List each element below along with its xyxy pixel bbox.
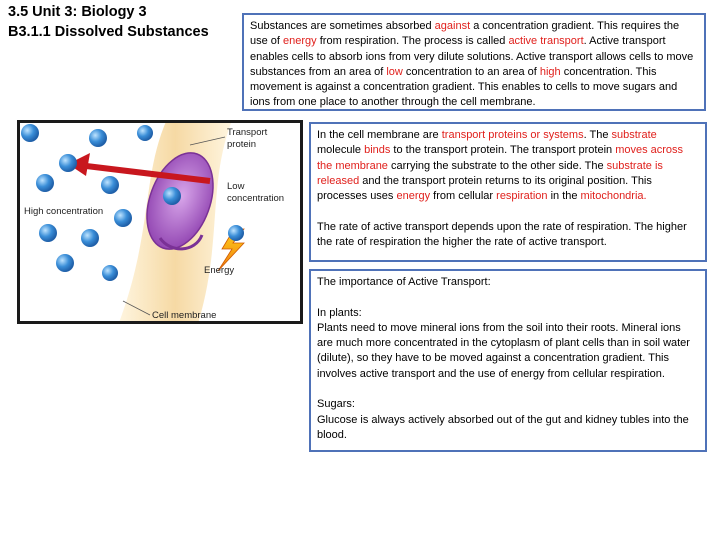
particle: [228, 225, 244, 241]
highlighted-term: low: [386, 65, 403, 78]
importance-text-box: [309, 269, 707, 452]
sugars-text: Glucose is always actively absorbed out of the gut and kidney tubles into the blood.: [317, 413, 689, 441]
intro-text-box: [242, 13, 706, 111]
label-transport-protein: Transport: [227, 127, 268, 138]
highlighted-term: respiration: [496, 190, 548, 203]
plants-text: Plants need to move mineral ions from the soil into their roots. Mineral ions are much more concentrated in the cytoplasm of plant cells than in soil water (dilute), so they have to be moved against a concentration gradient. This involves active transport and the use of energy from cellular respiration.: [317, 321, 690, 380]
text-run: carrying the substrate to the other side. The: [387, 159, 607, 172]
label-high-concentration: High concentration: [24, 206, 104, 217]
text-run: and the transport protein returns to its original position. This processes uses: [317, 174, 652, 203]
rate-paragraph: The rate of active transport depends upon the rate of respiration. The higher the rate of respiration the higher the rate of active transport.: [317, 220, 687, 249]
text-run: concentration. This movement is against a concentration gradient. This enables to cells to move sugars and ions from one place to another through the cell membrane.: [250, 65, 678, 109]
text-run: Substances are sometimes absorbed: [250, 20, 435, 32]
particle: [36, 174, 54, 192]
particle: [102, 265, 118, 281]
text-run: to the transport protein. The transport protein: [390, 144, 616, 157]
particle: [59, 154, 77, 172]
page-title: [8, 2, 238, 42]
highlighted-term: binds: [364, 144, 391, 157]
highlighted-term: mitochondria.: [580, 190, 647, 203]
highlighted-term: energy: [283, 35, 317, 48]
particle: [89, 129, 107, 147]
label-low-concentration-2: concentration: [227, 193, 285, 204]
particle: [56, 254, 74, 272]
label-energy: Energy: [204, 265, 235, 276]
particle: [137, 125, 153, 141]
text-run: from cellular: [430, 190, 497, 203]
particle: [101, 176, 119, 194]
mechanism-text-box: [309, 122, 707, 262]
highlighted-term: moves across the membrane: [317, 144, 684, 172]
sugars-heading: Sugars:: [317, 398, 355, 411]
text-run: . Active transport enables cells to absorb ions from very dilute solutions. Active transport allows cells to move substances from an area of: [250, 35, 694, 78]
highlighted-term: against: [434, 20, 471, 32]
title-line-unit: 3.5 Unit 3: Biology 3: [8, 4, 147, 20]
particle: [21, 124, 39, 142]
diagram-svg: [20, 123, 300, 321]
text-run: a concentration gradient. This requires the use of: [250, 20, 680, 48]
importance-heading: The importance of Active Transport:: [317, 276, 491, 288]
particle-bound: [163, 187, 181, 205]
title-line-topic: B3.1.1 Dissolved Substances: [8, 24, 209, 40]
text-run: concentration to an area of: [402, 65, 540, 78]
particle: [81, 229, 99, 247]
label-cell-membrane: Cell membrane: [152, 310, 217, 321]
intro-paragraph: [250, 19, 698, 111]
highlighted-term: high: [539, 65, 561, 78]
text-run: from respiration. The process is called: [316, 35, 509, 48]
text-run: molecule: [317, 144, 365, 157]
plants-heading: In plants:: [317, 306, 362, 319]
highlighted-term: substrate: [611, 129, 657, 141]
text-run: in the: [547, 190, 581, 203]
text-run: . The: [583, 129, 612, 141]
highlighted-term: transport proteins or systems: [441, 129, 584, 141]
label-low-concentration: Low: [227, 181, 245, 192]
particle: [114, 209, 132, 227]
highlighted-term: active transport: [508, 35, 584, 48]
particle: [39, 224, 57, 242]
text-run: In the cell membrane are: [317, 129, 442, 141]
highlighted-term: energy: [396, 190, 431, 203]
label-transport-protein-2: protein: [227, 139, 257, 150]
mechanism-paragraph: [317, 128, 699, 204]
active-transport-diagram: [17, 120, 303, 324]
highlighted-term: substrate is released: [317, 159, 663, 187]
